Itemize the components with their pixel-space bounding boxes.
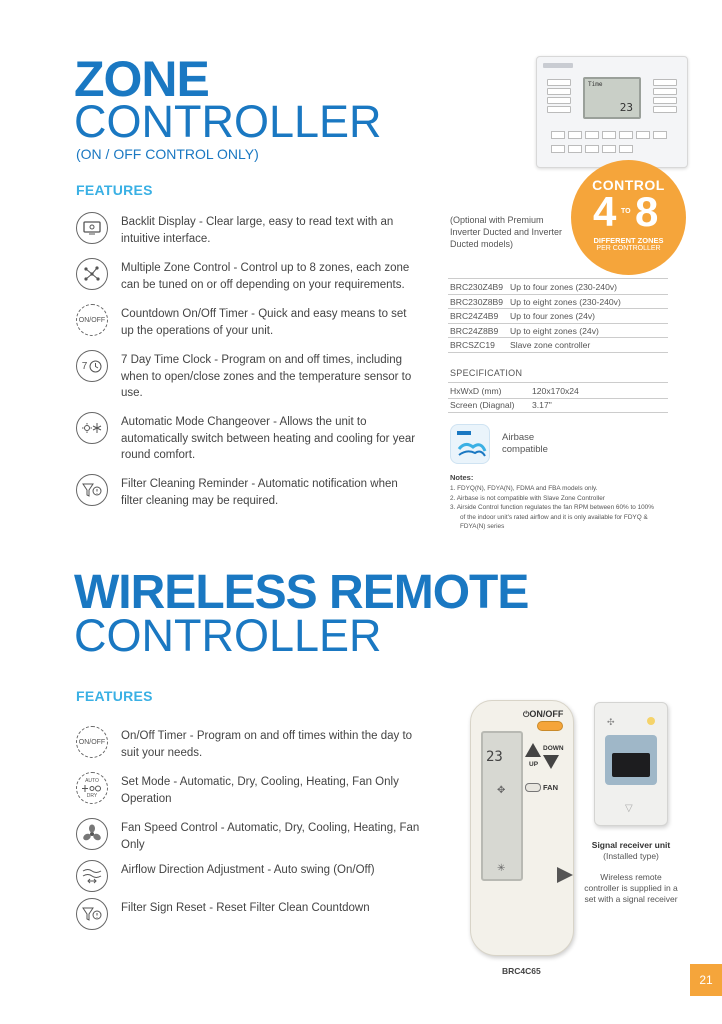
table-row: BRCSZC19 Slave zone controller xyxy=(448,338,668,353)
optional-note: (Optional with Premium Inverter Ducted and Inverter Ducted models) xyxy=(450,215,563,249)
remote-model-label: BRC4C65 xyxy=(502,966,541,976)
airbase-label-1: Airbase xyxy=(502,432,535,443)
zone-controller-device xyxy=(536,56,688,168)
receiver-logo: ▽ xyxy=(625,803,633,814)
display-icon xyxy=(76,212,108,244)
feature-text: Multiple Zone Control - Control up to 8 zones, each zone can be tuned on or off depending on your requirements. xyxy=(121,262,410,291)
airbase-label-2: compatible xyxy=(502,444,548,455)
receiver-subtitle: (Installed type) xyxy=(603,851,659,861)
note-item: 3. Airside Control function regulates the fan RPM between 60% to 100% xyxy=(450,504,654,511)
zone-subtitle: (ON / OFF CONTROL ONLY) xyxy=(76,146,259,162)
feature-text: Countdown On/Off Timer - Quick and easy means to set up the operations of your unit. xyxy=(121,308,407,337)
feature-text: Set Mode - Automatic, Dry, Cooling, Heating, Fan Only Operation xyxy=(121,776,399,805)
table-row: BRC230Z8B9 Up to eight zones (230-240v) xyxy=(448,295,668,310)
remote-power-button xyxy=(537,721,563,731)
feature-text: Filter Sign Reset - Reset Filter Clean Countdown xyxy=(121,902,370,914)
table-row: BRC24Z8B9 Up to eight zones (24v) xyxy=(448,324,668,339)
table-row: HxWxD (mm) 120x170x24 xyxy=(448,385,668,399)
note-item: of the indoor unit's rated airflow and it is only available for FDYQ & xyxy=(460,513,648,521)
remote-fan-button xyxy=(525,783,541,792)
badge-control-label: CONTROL xyxy=(592,177,665,193)
fan-speed-icon xyxy=(76,818,108,850)
screen-time-label: Time xyxy=(588,81,603,88)
wireless-title-bold: WIRELESS REMOTE xyxy=(74,566,529,619)
badge-per-controller: PER CONTROLLER xyxy=(596,245,661,252)
remote-on-off-label: ⏻ON/OFF xyxy=(523,709,564,719)
badge-different-zones: DIFFERENT ZONES xyxy=(593,236,664,245)
control-zones-badge xyxy=(571,160,686,275)
feature-text: Automatic Mode Changeover - Allows the unit to automatically switch between heating and cooling for year round comfort. xyxy=(121,416,416,461)
zone-features-heading: FEATURES xyxy=(76,182,153,198)
note-item: 2. Airbase is not compatible with Slave Zone Controller xyxy=(450,494,605,502)
table-row: BRC230Z4B9 Up to four zones (230-240v) xyxy=(448,280,668,295)
left-button-column xyxy=(547,79,571,117)
notes-heading: Notes: xyxy=(450,473,474,482)
zone-title-bold: ZONE xyxy=(74,51,209,107)
badge-to-label: TO xyxy=(621,208,631,215)
badge-num-to: 8 xyxy=(635,188,659,235)
set-mode-icon-top-label: AUTO xyxy=(85,777,99,784)
timer-icon xyxy=(76,726,108,758)
brand-logo xyxy=(557,867,573,883)
signal-receiver-unit xyxy=(594,702,668,826)
remote-snow-symbol: ✳ xyxy=(497,863,506,874)
mode-changeover-icon xyxy=(76,412,108,444)
feature-text: Backlit Display - Clear large, easy to read text with an intuitive interface. xyxy=(121,216,394,245)
page-number: 21 xyxy=(690,964,722,996)
models-table-top xyxy=(448,278,668,279)
wireless-features-heading: FEATURES xyxy=(76,688,153,704)
feature-text: Filter Cleaning Reminder - Automatic notification when filter cleaning may be required. xyxy=(121,478,398,507)
set-mode-icon xyxy=(76,772,108,804)
zones-icon xyxy=(76,258,108,290)
receiver-panel xyxy=(605,735,657,785)
airbase-icon xyxy=(450,424,490,464)
timer-icon-label: ON/OFF xyxy=(78,316,106,324)
set-mode-icon-bottom-label: DRY xyxy=(86,792,98,799)
table-row: BRC24Z4B9 Up to four zones (24v) xyxy=(448,309,668,324)
feature-text: Airflow Direction Adjustment - Auto swing (On/Off) xyxy=(121,864,375,876)
zone-title-light: CONTROLLER xyxy=(74,96,382,147)
notes-list xyxy=(450,484,680,532)
spec-table-top xyxy=(448,382,668,383)
airflow-icon xyxy=(76,860,108,892)
wireless-remote xyxy=(470,700,574,956)
right-button-column xyxy=(653,79,677,117)
table-row: Screen (Diagnal) 3.17" xyxy=(448,399,668,413)
feature-text: Fan Speed Control - Automatic, Dry, Cooling, Heating, Fan Only xyxy=(121,822,420,851)
feature-text: On/Off Timer - Program on and off times within the day to suit your needs. xyxy=(121,730,413,759)
receiver-window xyxy=(612,753,650,777)
timer-icon-label: ON/OFF xyxy=(78,738,106,746)
remote-screen xyxy=(481,731,523,881)
filter-icon xyxy=(76,898,108,930)
remote-temp: 23 xyxy=(486,749,503,765)
timer-icon xyxy=(76,304,108,336)
clock-icon-label: 7 xyxy=(81,360,88,372)
feature-text: 7 Day Time Clock - Program on and off times, including when to open/close zones and the temperature sensor to use. xyxy=(121,354,412,399)
note-item: 1. FDYQ(N), FDYA(N), FDMA and FBA models only. xyxy=(450,485,598,492)
badge-num-from: 4 xyxy=(593,188,617,235)
receiver-title: Signal receiver unit xyxy=(591,840,671,850)
remote-fan-symbol: ✥ xyxy=(497,785,506,796)
clock-icon xyxy=(76,350,108,382)
remote-fan-label: FAN xyxy=(543,783,558,792)
brand-logo-plate xyxy=(543,63,573,68)
remote-up-label: UP xyxy=(529,761,539,768)
remote-down-button xyxy=(543,755,559,769)
screen-temp: 23 xyxy=(619,101,633,114)
bottom-button-row xyxy=(551,131,675,155)
remote-down-label: DOWN xyxy=(543,745,564,752)
zone-device-screen xyxy=(583,77,641,119)
receiver-description: Wireless remote controller is supplied in a set with a signal receiver xyxy=(584,872,678,904)
filter-icon xyxy=(76,474,108,506)
note-item: FDYA(N) series xyxy=(460,523,505,530)
spec-heading: SPECIFICATION xyxy=(450,368,523,378)
receiver-indicator-light xyxy=(647,717,655,725)
remote-up-button xyxy=(525,743,541,757)
receiver-fan-mark: ✣ xyxy=(607,717,615,727)
wireless-title-light: CONTROLLER xyxy=(74,610,382,661)
